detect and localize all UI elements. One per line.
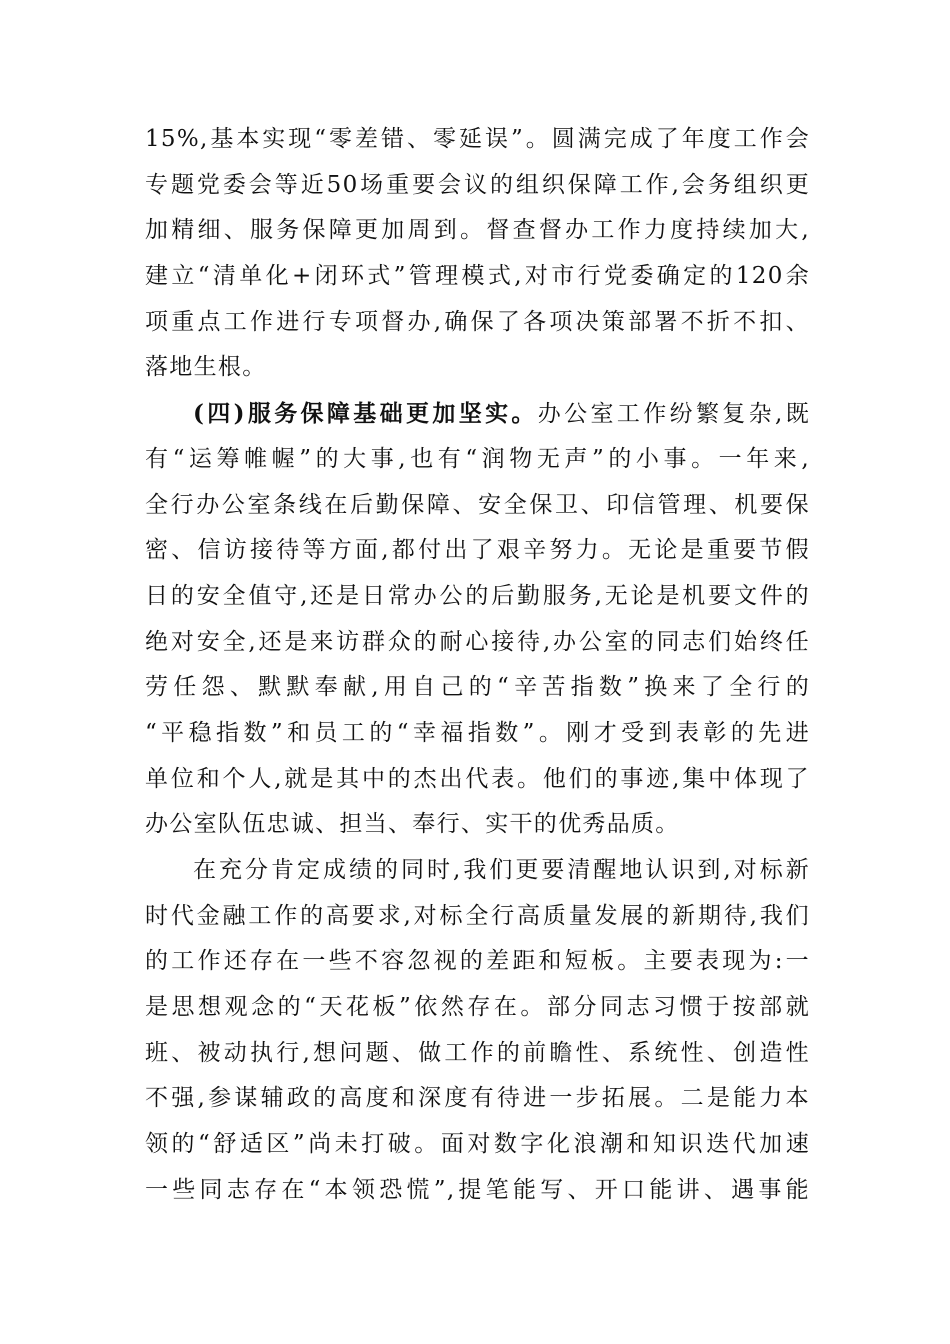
text-line: 密、信访接待等方面,都付出了艰辛努力。无论是重要节假 — [145, 537, 810, 564]
text-line: “平稳指数”和员工的“幸福指数”。刚才受到表彰的先进 — [145, 719, 810, 746]
text-line: 绝对安全,还是来访群众的耐心接待,办公室的同志们始终任 — [145, 628, 810, 655]
shortcomings-paragraph — [145, 848, 810, 1214]
text-line: 班、被动执行,想问题、做工作的前瞻性、系统性、创造性 — [145, 1039, 810, 1066]
text-line: 不强,参谋辅政的高度和深度有待进一步拓展。二是能力本 — [145, 1085, 810, 1112]
text-line: 领的“舒适区”尚未打破。面对数字化浪潮和知识迭代加速 — [145, 1131, 810, 1158]
text-line: 建立“清单化+闭环式”管理模式,对市行党委确定的120余 — [145, 263, 810, 290]
text-line: 在充分肯定成绩的同时,我们更要清醒地认识到,对标新 — [193, 857, 810, 883]
text-line: 单位和个人,就是其中的杰出代表。他们的事迹,集中体现了 — [145, 765, 810, 792]
text-line: 落地生根。 — [145, 354, 267, 381]
text-line: 有“运筹帷幄”的大事,也有“润物无声”的小事。一年来, — [145, 445, 810, 472]
text-line: 加精细、服务保障更加周到。督查督办工作力度持续加大, — [145, 217, 810, 244]
text-line: 时代金融工作的高要求,对标全行高质量发展的新期待,我们 — [145, 902, 810, 929]
paragraph-continuation — [145, 117, 810, 391]
section-4-paragraph — [145, 391, 810, 848]
text-line: 劳任怨、默默奉献,用自己的“辛苦指数”换来了全行的 — [145, 674, 810, 701]
text-line: 专题党委会等近50场重要会议的组织保障工作,会务组织更 — [145, 171, 810, 198]
text-line: 一些同志存在“本领恐慌”,提笔能写、开口能讲、遇事能 — [145, 1176, 810, 1203]
section-4-first-line — [145, 391, 810, 437]
text-line: 办公室队伍忠诚、担当、奉行、实干的优秀品质。 — [145, 811, 680, 838]
section-4-heading: (四)服务保障基础更加坚实。 — [193, 400, 538, 428]
section-4-first-line-text: 办公室工作纷繁复杂,既 — [537, 401, 810, 428]
text-line: 的工作还存在一些不容忽视的差距和短板。主要表现为:一 — [145, 948, 810, 975]
text-line: 项重点工作进行专项督办,确保了各项决策部署不折不扣、 — [145, 308, 810, 335]
document-body — [145, 117, 810, 1214]
text-line: 15%,基本实现“零差错、零延误”。圆满完成了年度工作会 — [145, 126, 810, 152]
text-line: 全行办公室条线在后勤保障、安全保卫、印信管理、机要保 — [145, 491, 810, 518]
text-line: 是思想观念的“天花板”依然存在。部分同志习惯于按部就 — [145, 994, 810, 1021]
text-line: 日的安全值守,还是日常办公的后勤服务,无论是机要文件的 — [145, 582, 810, 609]
